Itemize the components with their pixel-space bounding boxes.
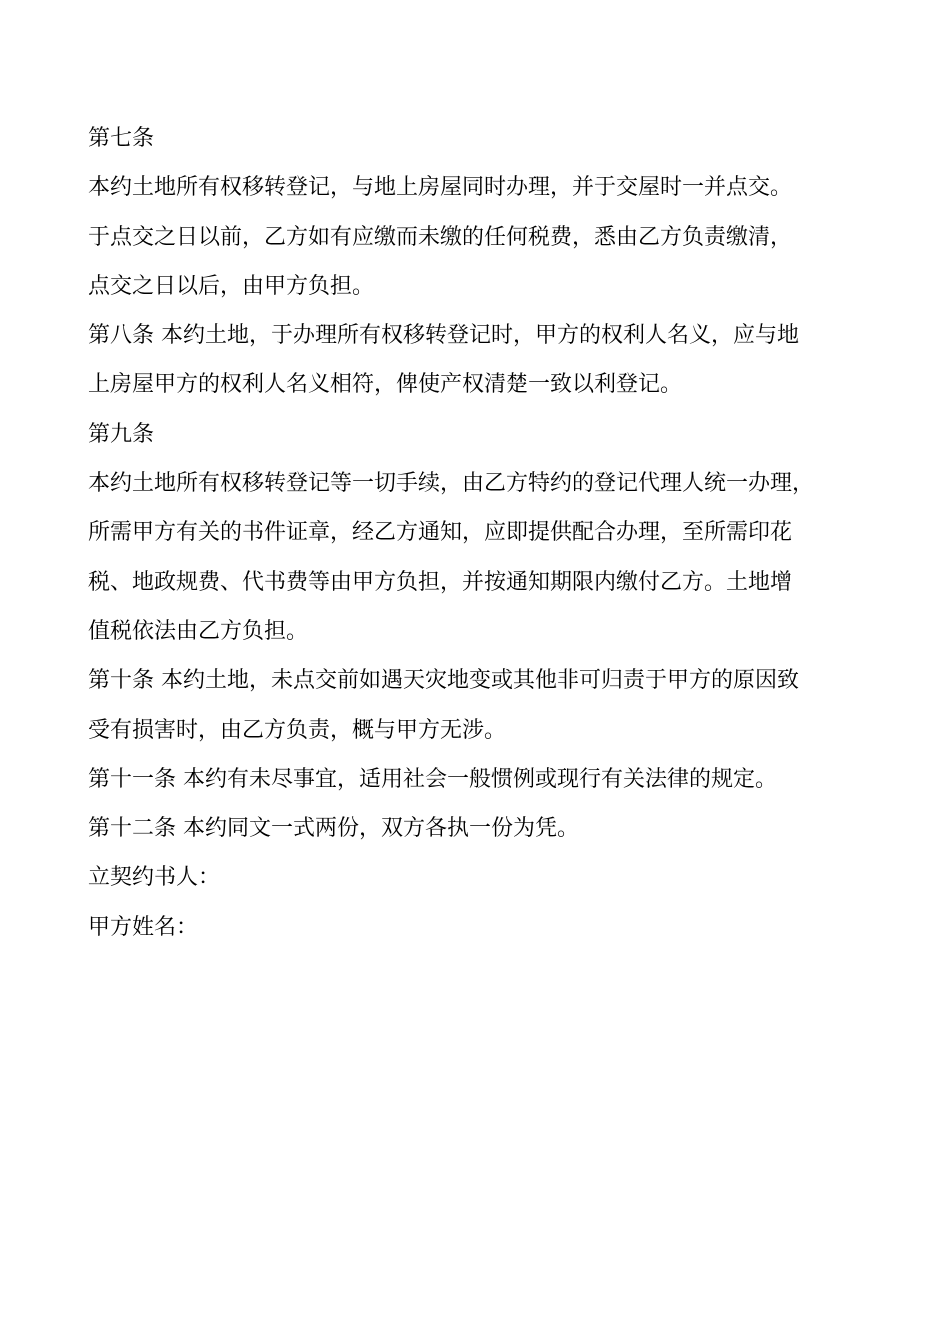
document-body — [88, 114, 888, 952]
text-line: 税、地政规费、代书费等由甲方负担，并按通知期限内缴付乙方。土地增 — [88, 569, 793, 595]
text-line: 上房屋甲方的权利人名义相符，俾使产权清楚一致以利登记。 — [88, 372, 683, 398]
text-line: 于点交之日以前，乙方如有应缴而未缴的任何税费，悉由乙方负责缴清， — [88, 224, 793, 250]
article-7-heading: 第七条 — [88, 126, 155, 151]
article-11-line: 第十一条 本约有未尽事宜，适用社会一般惯例或现行有关法律的规定。 — [88, 766, 777, 792]
text-line: 值税依法由乙方负担。 — [88, 618, 309, 644]
article-8-line: 第八条 本约土地，于办理所有权移转登记时，甲方的权利人名义，应与地 — [88, 323, 799, 349]
party-a-name-label: 甲方姓名： — [88, 914, 199, 940]
text-line: 本约土地所有权移转登记，与地上房屋同时办理，并于交屋时一并点交。 — [88, 175, 793, 201]
article-10-line: 第十条 本约土地，未点交前如遇天灾地变或其他非可归责于甲方的原因致 — [88, 668, 799, 694]
article-12-line: 第十二条 本约同文一式两份，双方各执一份为凭。 — [88, 816, 579, 842]
text-line: 受有损害时，由乙方负责，概与甲方无涉。 — [88, 717, 507, 743]
signatories-label: 立契约书人： — [88, 865, 221, 891]
text-line: 点交之日以后，由甲方负担。 — [88, 273, 375, 299]
text-line: 所需甲方有关的书件证章，经乙方通知，应即提供配合办理，至所需印花 — [88, 520, 793, 546]
article-9-heading: 第九条 — [88, 421, 155, 447]
text-line: 本约土地所有权移转登记等一切手续，由乙方特约的登记代理人统一办理， — [88, 471, 815, 497]
